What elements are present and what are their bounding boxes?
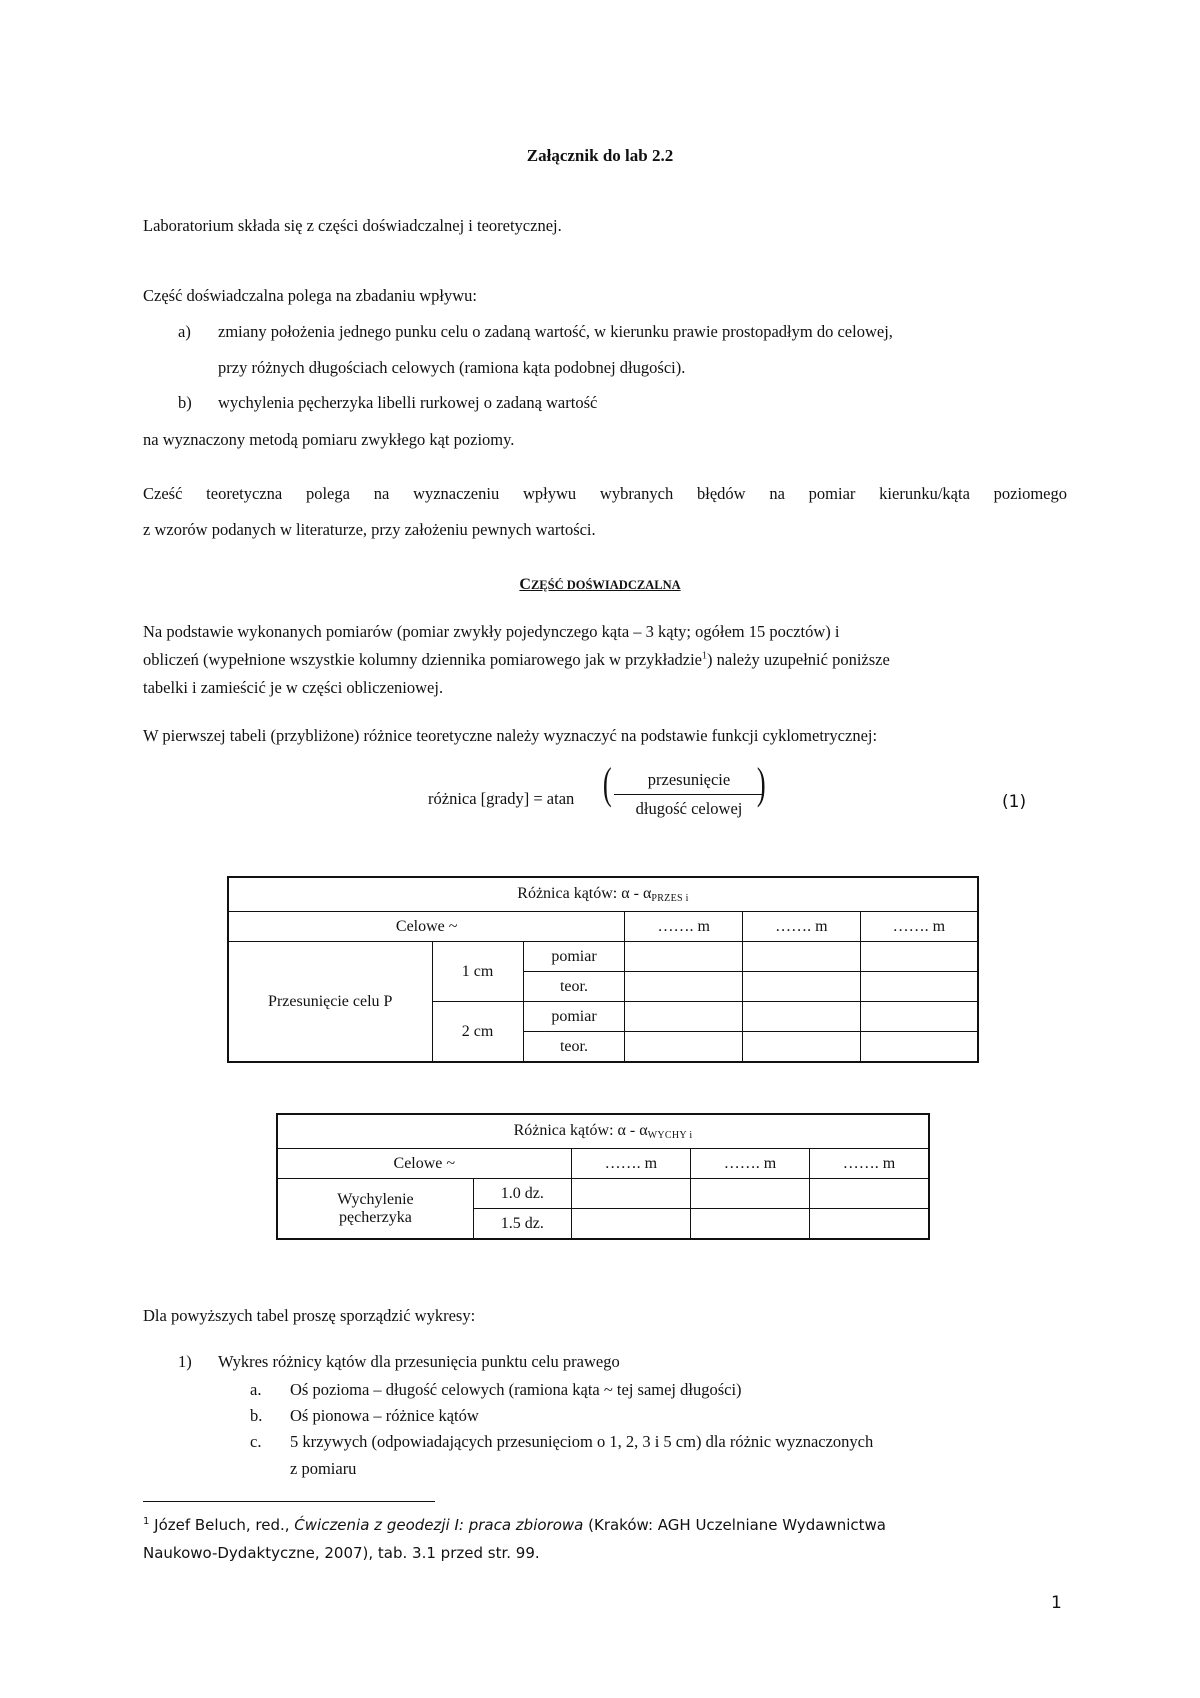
measurement-line-3: tabelki i zamieścić je w części obliczeniowej. xyxy=(143,678,444,697)
table2-title xyxy=(277,1114,929,1149)
section-heading-initial: C xyxy=(519,576,531,593)
intro-paragraph: Laboratorium składa się z części doświadczalnej i teoretycznej. xyxy=(143,216,562,235)
list-item-b xyxy=(178,393,597,413)
table2-celowe-label: Celowe ~ xyxy=(277,1149,571,1179)
bubble-deflection-table xyxy=(276,1113,930,1240)
list-item-text: Oś pozioma – długość celowych (ramiona kąta ~ tej samej długości) xyxy=(290,1380,742,1399)
table2-cell[interactable] xyxy=(571,1179,691,1209)
list-label: a. xyxy=(250,1380,262,1399)
table2-title-subscript: WYCHY i xyxy=(647,1130,693,1141)
table1-cell[interactable] xyxy=(743,942,861,972)
table1-col-header: ……. m xyxy=(860,912,978,942)
section-heading xyxy=(0,574,1200,594)
table1-cell[interactable] xyxy=(743,1002,861,1032)
measurement-line-2-end: ) należy uzupełnić poniższe xyxy=(707,650,890,669)
table2-col-header: ……. m xyxy=(571,1149,691,1179)
list-item-text: Oś pionowa – różnice kątów xyxy=(290,1406,479,1425)
list-item-a xyxy=(178,322,893,342)
table2-row-label-2: pęcherzyka xyxy=(339,1208,412,1226)
experimental-tail: na wyznaczony metodą pomiaru zwykłego kąt poziomy. xyxy=(143,430,515,449)
list-item-text: 5 krzywych (odpowiadających przesunięciom o 1, 2, 3 i 5 cm) dla różnic wyznaczonych xyxy=(290,1432,874,1451)
chart-subitem-b xyxy=(250,1406,479,1426)
footnote-mark: 1 xyxy=(143,1516,150,1527)
table1-cell[interactable] xyxy=(743,972,861,1002)
table2-cell[interactable] xyxy=(809,1179,929,1209)
formula-numerator: przesunięcie xyxy=(614,770,764,795)
chart-subitem-c-continuation: z pomiaru xyxy=(290,1459,357,1478)
table1-title-text: Różnica kątów: α - α xyxy=(517,885,652,902)
table2-row-value: 1.5 dz. xyxy=(473,1209,571,1240)
table2-cell[interactable] xyxy=(571,1209,691,1240)
table1-col-header: ……. m xyxy=(625,912,743,942)
table2-col-header: ……. m xyxy=(691,1149,810,1179)
table1-cell[interactable] xyxy=(625,942,743,972)
theory-line-2: z wzorów podanych w literaturze, przy założeniu pewnych wartości. xyxy=(143,520,596,539)
list-item-text: Wykres różnicy kątów dla przesunięcia punktu celu prawego xyxy=(218,1352,620,1371)
list-label: b) xyxy=(178,393,192,412)
table2-row-group-label xyxy=(277,1179,473,1240)
chart-subitem-a xyxy=(250,1380,742,1400)
list-label: 1) xyxy=(178,1352,192,1371)
table1-cell[interactable] xyxy=(860,1032,978,1063)
table2-col-header: ……. m xyxy=(809,1149,929,1179)
page-title: Załącznik do lab 2.2 xyxy=(526,146,674,165)
list-item-a-continuation: przy różnych długościach celowych (ramiona kąta podobnej długości). xyxy=(218,358,686,377)
offset-difference-table xyxy=(227,876,979,1063)
measurement-line-2 xyxy=(143,650,890,670)
table1-cell[interactable] xyxy=(860,972,978,1002)
section-heading-rest: ZĘŚĆ DOŚWIADCZALNA xyxy=(530,578,681,592)
table1-row-type: teor. xyxy=(523,972,625,1002)
table2-cell[interactable] xyxy=(809,1209,929,1240)
footnote-post: (Kraków: AGH Uczelniane Wydawnictwa xyxy=(583,1516,886,1534)
table2-title-text: Różnica kątów: α - α xyxy=(513,1122,648,1139)
table2-cell[interactable] xyxy=(691,1209,810,1240)
chart-subitem-c xyxy=(250,1432,873,1452)
charts-intro: Dla powyższych tabel proszę sporządzić wykresy: xyxy=(143,1306,476,1325)
experimental-intro: Część doświadczalna polega na zbadaniu wpływu: xyxy=(143,286,478,305)
list-label: a) xyxy=(178,322,191,341)
formula-right-paren: ) xyxy=(756,759,766,808)
theory-line-1: Cześć teoretyczna polega na wyznaczeniu wpływu wybranych błędów na pomiar kierunku/kąta poziomego xyxy=(143,484,1067,503)
first-table-note: W pierwszej tabeli (przybliżone) różnice teoretyczne należy wyznaczyć na podstawie funkcji cyklometrycznej: xyxy=(143,726,878,745)
footnote-separator xyxy=(143,1501,435,1502)
footnote-line-2: Naukowo-Dydaktyczne, 2007), tab. 3.1 przed str. 99. xyxy=(143,1544,540,1562)
table1-title xyxy=(228,877,978,912)
list-item-text: wychylenia pęcherzyka libelli rurkowej o zadaną wartość xyxy=(218,393,598,412)
footnote-reference: 1 xyxy=(702,650,708,662)
table1-cell[interactable] xyxy=(625,972,743,1002)
table2-row-value: 1.0 dz. xyxy=(473,1179,571,1209)
table1-offset-label: 2 cm xyxy=(432,1002,523,1063)
table1-cell[interactable] xyxy=(625,1032,743,1063)
footnote xyxy=(143,1516,886,1534)
footnote-pre: Józef Beluch, red., xyxy=(149,1516,295,1534)
table1-row-group-label: Przesunięcie celu P xyxy=(228,942,432,1063)
list-label: c. xyxy=(250,1432,262,1451)
footnote-title: Ćwiczenia z geodezji I: praca zbiorowa xyxy=(294,1516,584,1534)
table1-cell[interactable] xyxy=(743,1032,861,1063)
formula-left-paren: ( xyxy=(602,759,612,808)
formula-denominator: długość celowej xyxy=(635,799,743,818)
formula-fraction xyxy=(614,770,764,819)
list-label: b. xyxy=(250,1406,263,1425)
page-number: 1 xyxy=(1051,1593,1062,1613)
table2-row-label-1: Wychylenie xyxy=(337,1190,414,1208)
formula-lhs: różnica [grady] = atan xyxy=(428,789,575,808)
table1-cell[interactable] xyxy=(860,942,978,972)
table1-cell[interactable] xyxy=(625,1002,743,1032)
table1-row-type: pomiar xyxy=(523,942,625,972)
table1-celowe-label: Celowe ~ xyxy=(228,912,625,942)
table1-cell[interactable] xyxy=(860,1002,978,1032)
table1-col-header: ……. m xyxy=(743,912,861,942)
measurement-line-2-text: obliczeń (wypełnione wszystkie kolumny dziennika pomiarowego jak w przykładzie xyxy=(143,650,703,669)
table2-cell[interactable] xyxy=(691,1179,810,1209)
formula-number: (1) xyxy=(1002,792,1027,812)
table1-row-type: pomiar xyxy=(523,1002,625,1032)
table1-offset-label: 1 cm xyxy=(432,942,523,1002)
table1-title-subscript: PRZES i xyxy=(651,893,689,904)
list-item-text: zmiany położenia jednego punku celu o zadaną wartość, w kierunku prawie prostopadłym do celowej, xyxy=(218,322,893,341)
chart-list-item xyxy=(178,1352,620,1372)
measurement-line-1: Na podstawie wykonanych pomiarów (pomiar zwykły pojedynczego kąta – 3 kąty; ogółem 15 pocztów) i xyxy=(143,622,840,641)
table1-row-type: teor. xyxy=(523,1032,625,1063)
